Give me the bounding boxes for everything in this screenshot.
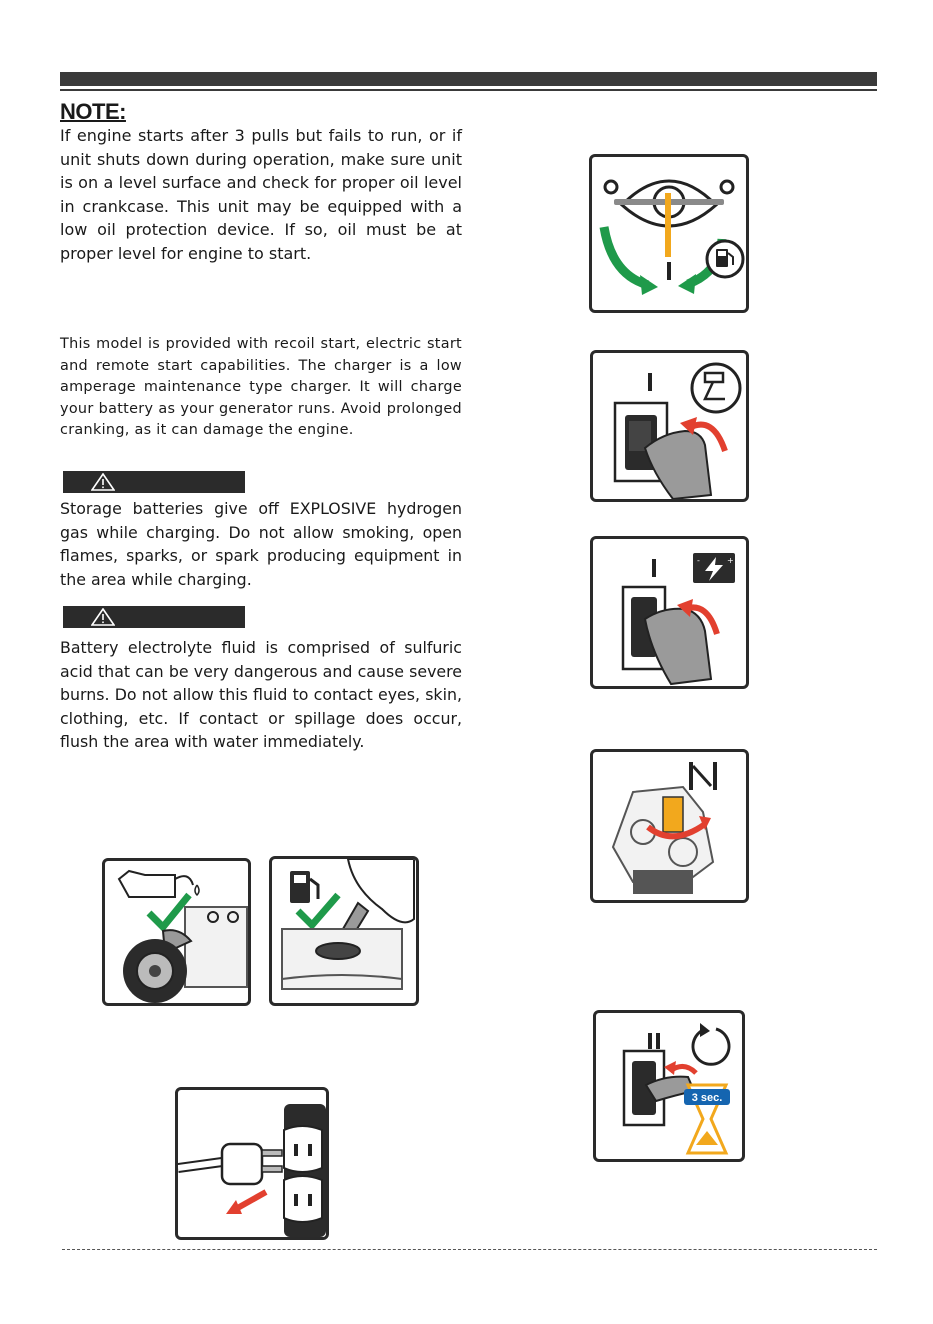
start-info-text: This model is provided with recoil start, electric start and remote start capabilities. The charger is a low amperage maintenance type charger. It will charge your battery as your generator runs. Avoid prolonged cranking, as it can damage the engine. <box>60 336 462 439</box>
battery-switch-illustration <box>590 536 749 689</box>
warning-triangle-icon <box>91 473 115 491</box>
svg-text:+: + <box>727 556 734 565</box>
warning-text-electrolyte: Battery electrolyte fluid is comprised of sulfuric acid that can be very dangerous and cause severe burns. Do not allow this fluid to contact eyes, skin, clothing, etc. If contact or spillage does occur, flush the area with water immediately. <box>60 638 462 752</box>
header-bar <box>60 72 877 86</box>
note-text: If engine starts after 3 pulls but fails to run, or if unit shuts down during operation, make sure unit is on a level surface and check for proper oil level in crankcase. This unit may be equipped with a low oil protection device. If so, oil must be at proper level for engine to start. <box>60 126 462 263</box>
engine-switch-illustration <box>590 350 749 502</box>
timer-label: 3 sec. <box>691 1092 723 1104</box>
note-title: NOTE: <box>60 99 126 124</box>
warning-text-hydrogen: Storage batteries give off EXPLOSIVE hydrogen gas while charging. Do not allow smoking, open flames, sparks, or spark producing equipment in the area while charging. <box>60 499 462 589</box>
header-rule <box>60 89 877 91</box>
fuel-fill-illustration <box>269 856 419 1006</box>
oil-check-illustration <box>102 858 251 1006</box>
svg-text:-: - <box>697 556 700 565</box>
warning-banner <box>63 606 245 628</box>
warning-banner <box>63 471 245 493</box>
start-switch-illustration <box>593 1010 745 1162</box>
choke-lever-illustration <box>590 749 749 903</box>
footer-divider <box>62 1249 877 1250</box>
unplug-illustration <box>175 1087 329 1240</box>
warning-triangle-icon <box>91 608 115 626</box>
fuel-valve-illustration <box>589 154 749 313</box>
